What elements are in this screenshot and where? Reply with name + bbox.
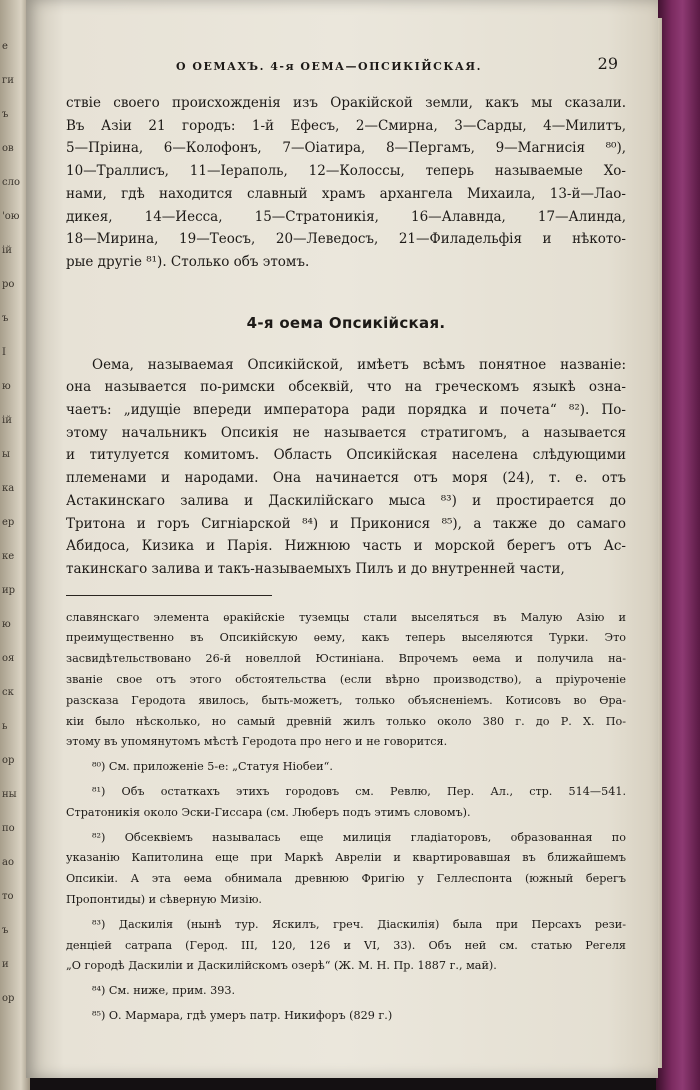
footnote-line: ⁸⁵) О. Мармара, гдѣ умеръ патр. Никифоръ (829 г.) [92,1009,393,1022]
footnote [66,1006,626,1027]
footnote-line: разсказа Геродота явилось, быть-можетъ, только объясненіемъ. Котисовъ во Ѳра- [66,693,626,707]
footnote-line: Опсикіи. А эта ѳема обнимала древнюю Фригію у Геллеспонта (южный берегъ [66,872,626,886]
footnote [66,608,626,754]
footnote-line: ⁸²) Обсеквіемъ называлась еще милиція гладіаторовъ, образованная по [92,830,626,844]
text-line: такинскаго залива и такъ-называемыхъ Пилъ и до внутренней части, [66,560,565,577]
facing-page-fragment: ъ [2,313,9,324]
text-line: Абидоса, Кизика и Парія. Нижнюю часть и морской берегъ отъ Ас- [66,538,626,555]
text-line: нами, гдѣ находится славный храмъ архангела Михаила, 13-й—Лао- [66,185,626,202]
footnote-line: кіи было нѣсколько, но самый древній жилъ только около 380 г. до Р. Х. По- [66,714,626,728]
footnote-line: ⁸⁴) См. ниже, прим. 393. [92,984,236,998]
text-line: 18—Мирина, 19—Теосъ, 20—Леведосъ, 21—Филадельфія и нѣкото- [66,231,626,248]
footnotes [66,608,626,1027]
text-line: 10—Траллисъ, 11—Іераполь, 12—Колоссы, теперь называемые Хо- [66,163,626,180]
footnote-line: ⁸³) Даскилія (нынѣ тур. Яскилъ, греч. Діаскилія) была при Персахъ рези- [92,917,626,931]
facing-page-fragment: е [2,41,8,52]
facing-page-fragment: по [2,823,15,834]
text-line: племенами и народами. Она начинается отъ моря (24), т. е. отъ [66,470,626,487]
text-line: она называется по-римски обсеквій, что на греческомъ языкѣ озна- [66,379,626,396]
facing-page-fragment: ги [2,75,14,86]
footnote [66,782,626,824]
footnote-line: засвидѣтельствовано 26-й новеллой Юстиніана. Впрочемъ ѳема и получила на- [66,652,626,666]
facing-page-fragment: ск [2,687,14,698]
text-line: 5—Пріина, 6—Колофонъ, 7—Оіатира, 8—Пергамъ, 9—Магнисія ⁸⁰), [66,140,626,157]
facing-page-fragment: то [2,891,14,902]
facing-page-fragment: ор [2,755,15,766]
facing-page-fragment: ъ [2,109,9,120]
facing-page-fragment: ю [2,619,11,630]
footnote [66,915,626,977]
facing-page-fragment: ы [2,449,10,460]
page-content [66,52,626,1027]
running-head-title: О ОЕМАХЪ. 4-я ОЕМА—ОПСИКІЙСКАЯ. [176,60,482,73]
text-line: и титулуется комитомъ. Область Опсикійская населена слѣдующими [66,447,626,464]
facing-page-fragment: ер [2,517,15,528]
footnote-line: указанію Капитолина еще при Маркѣ Авреліи и квартировавшая въ ближайшемъ [66,851,626,865]
footnote-line: ⁸⁰) См. приложеніе 5-е: „Статуя Ніобеи“. [92,760,333,774]
text-line: рые другіе ⁸¹). Столько объ этомъ. [66,253,310,270]
footnote-rule [66,595,272,596]
facing-page-fragment: ю [2,381,11,392]
paragraph-opsikion [66,354,626,581]
footnote-line: Стратоникія около Эски-Гиссара (см. Люберъ подъ этимъ словомъ). [66,805,471,819]
facing-page-fragment: ро [2,279,15,290]
footnote-line: „О городѣ Даскиліи и Даскилійскомъ озерѣ“ (Ж. М. Н. Пр. 1887 г., май). [66,959,497,973]
book-page [26,0,658,1078]
running-head [66,52,626,78]
text-line: дикея, 14—Иесса, 15—Стратоникія, 16—Алавнда, 17—Алинда, [66,208,626,225]
text-line: Оема, называемая Опсикійской, имѣетъ всѣмъ понятное названіе: [92,356,626,373]
facing-page-fragment: ь [2,721,8,732]
facing-page-fragment: I [2,347,6,358]
facing-page-fragment: ов [2,143,14,154]
text-line: этому начальникъ Опсикія не называется стратигомъ, а называется [66,424,626,441]
text-line: Въ Азіи 21 городъ: 1-й Ефесъ, 2—Смирна, 3—Сарды, 4—Милитъ, [66,117,626,134]
footnote [66,828,626,911]
text-line: чаетъ: „идущіе впереди императора ради порядка и почета“ ⁸²). По- [66,402,626,419]
facing-page-fragment: оя [2,653,15,664]
page-number: 29 [597,54,618,73]
footnote-line: преимущественно въ Опсикійскую ѳему, какъ теперь выселяются Турки. Это [66,631,626,645]
facing-page-fragment: ій [2,415,12,426]
facing-page-fragment: и [2,959,9,970]
facing-page-fragment: ій [2,245,12,256]
text-line: Астакинскаго залива и Даскилійскаго мыса ⁸³) и простирается до [66,492,626,509]
facing-page-fragment: ао [2,857,14,868]
facing-page-fragment: ке [2,551,15,562]
paragraph-cities [66,92,626,274]
footnote-line: этому въ упомянутомъ мѣстѣ Геродота про него и не говорится. [66,735,448,749]
facing-page-fragment: ир [2,585,16,596]
footnote-line: денціей сатрапа (Герод. III, 120, 126 и VI, 33). Объ ней см. статью Регеля [66,938,626,952]
section-heading: 4-я оема Опсикійская. [246,313,446,332]
facing-page-fragment: ны [2,789,17,800]
facing-page-fragment: ка [2,483,15,494]
book-binding [656,0,700,1090]
facing-page-fragment: сло [2,177,20,188]
facing-page-fragment: 'ою [2,211,20,222]
text-line: ствіе своего происхожденія изъ Оракійской земли, какъ мы сказали. [66,95,626,111]
facing-page-fragments [2,30,28,1016]
footnote-line: Пропонтиды) и сѣверную Мизію. [66,893,262,907]
footnote-line: славянскаго элемента ѳракійскіе туземцы стали выселяться въ Малую Азію и [66,610,626,624]
footnote-line: званіе свое отъ этого обстоятельства (если вѣрно производство), а пріуроченіе [66,673,626,687]
footnote [66,981,626,1002]
facing-page-fragment: ъ [2,925,9,936]
text-line: Тритона и горъ Сигніарской ⁸⁴) и Приконися ⁸⁵), а также до самаго [66,515,626,532]
facing-page-fragment: ор [2,993,15,1004]
footnote [66,757,626,778]
footnote-line: ⁸¹) Объ остаткахъ этихъ городовъ см. Ревлю, Пер. Ал., стр. 514—541. [92,785,626,799]
